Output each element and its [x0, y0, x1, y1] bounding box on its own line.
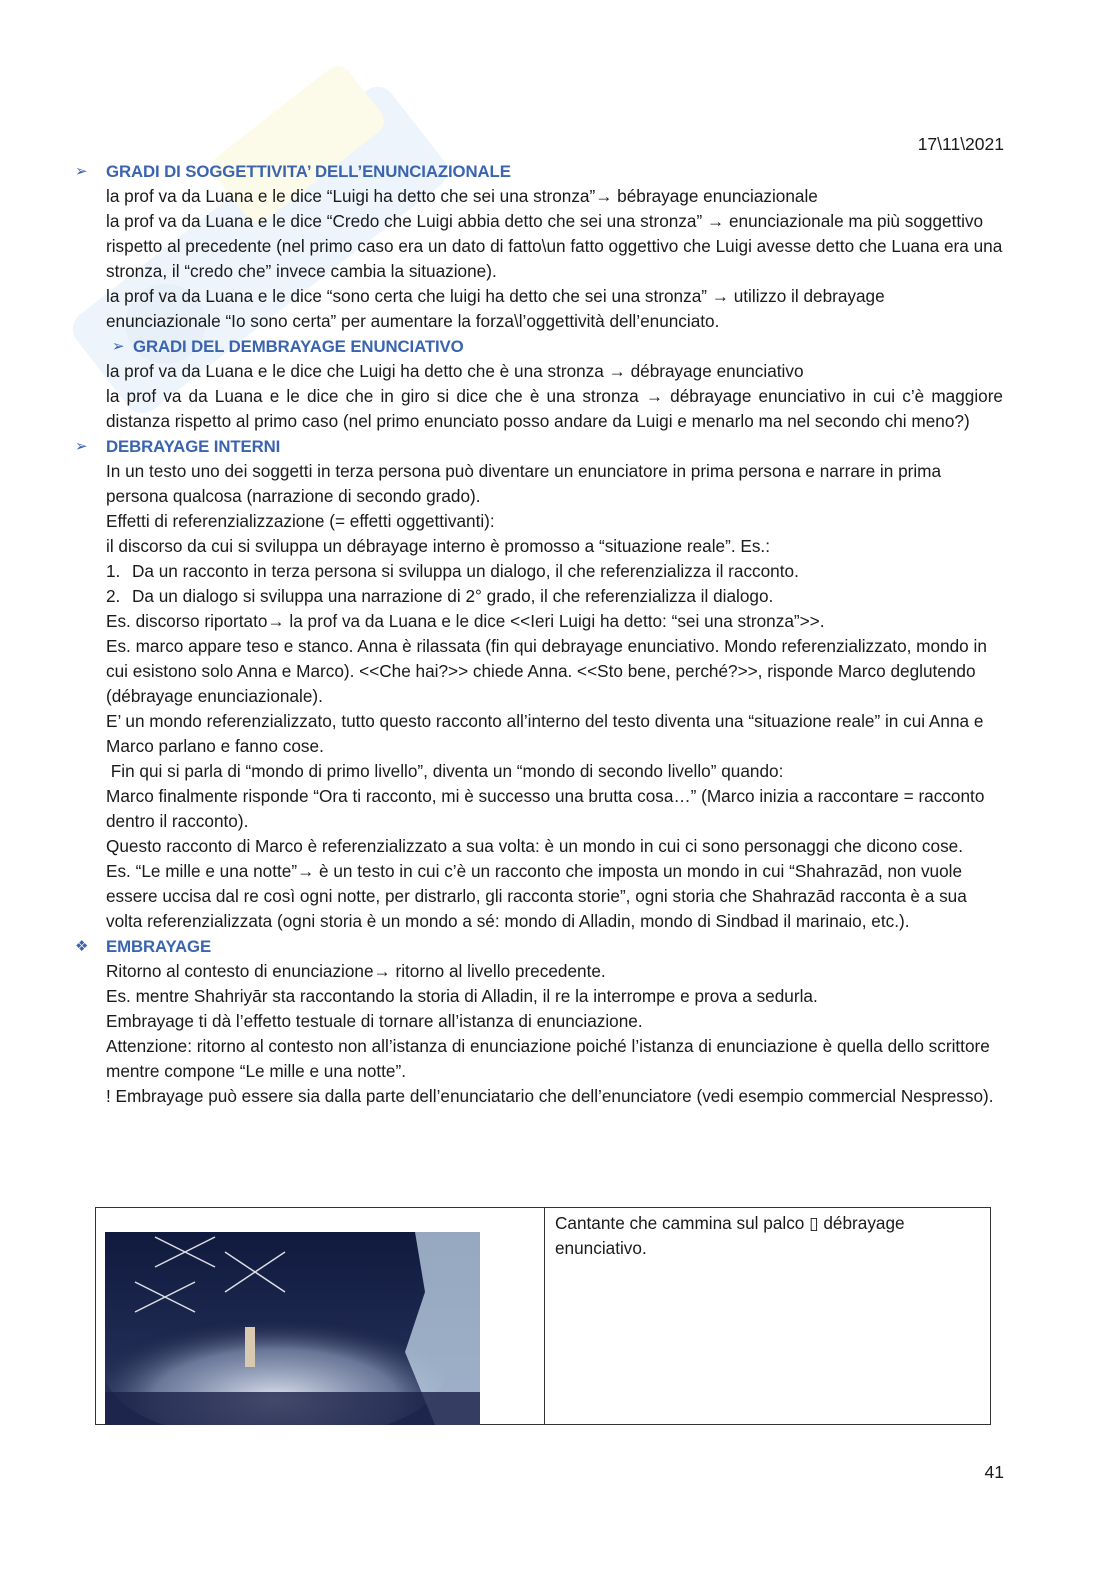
section-heading-embrayage [75, 934, 1003, 959]
paragraph: la prof va da Luana e le dice che in giro si dice che è una stronza → débrayage enunciativo in cui c’è maggiore distanza rispetto al primo caso (nel primo enunciato posso andare da Luigi e menarlo ma nel secondo chi meno?) [106, 386, 1003, 431]
arrow-bullet-icon: ➢ [112, 338, 125, 355]
paragraph: E’ un mondo referenzializzato, tutto questo racconto all’interno del testo diventa una “situazione reale” in cui Anna e Marco parlano e fanno cose. [106, 711, 984, 756]
stage-photo [105, 1232, 480, 1425]
arrow-bullet-icon: ➢ [75, 438, 88, 455]
list-number: 2. [106, 586, 121, 606]
heading-text: DEBRAYAGE INTERNI [106, 437, 281, 456]
paragraph: la prof va da Luana e le dice “Luigi ha detto che sei una stronza”→ bébrayage enunciazionale [106, 186, 818, 206]
paragraph: Embrayage ti dà l’effetto testuale di tornare all’istanza di enunciazione. [106, 1011, 643, 1031]
section-heading-debrayage-interni [75, 434, 1003, 459]
paragraph: il discorso da cui si sviluppa un débrayage interno è promosso a “situazione reale”. Es.: [106, 536, 770, 556]
paragraph: Ritorno al contesto di enunciazione→ ritorno al livello precedente. [106, 961, 606, 981]
arrow-bullet-icon: ➢ [75, 163, 88, 180]
heading-text: GRADI DI SOGGETTIVITA’ DELL’ENUNCIAZIONALE [106, 162, 511, 181]
paragraph: Es. marco appare teso e stanco. Anna è rilassata (fin qui debrayage enunciativo. Mondo referenzializzato, mondo in cui esistono solo Anna e Marco). <<Che hai?>> chiede Anna. <<Sto bene, perché?>>, risponde Marco deglutendo (débrayage enunciazionale). [106, 636, 987, 706]
paragraph: Es. discorso riportato→ la prof va da Luana e le dice <<Ieri Luigi ha detto: “sei una stronza”>>. [106, 611, 825, 631]
paragraph: la prof va da Luana e le dice “Credo che Luigi abbia detto che sei una stronza” → enunciazionale ma più soggettivo rispetto al precedente (nel primo caso era un dato di fatto\un fatto oggettivo che Luigi avesse detto che Luana era una stronza, il “credo che” invece cambia la situazione). [106, 211, 1003, 281]
paragraph: Es. “Le mille e una notte”→ è un testo in cui c’è un racconto che imposta un mondo in cui “Shahrazād, non vuole essere uccisa dal re così ogni notte, per distrarlo, gli racconta storie”, ogni storia che Shahrazād racconta è a sua volta referenzializzata (ogni storia è un mondo a sé: mondo di Alladin, mondo di Sindbad il marinaio, etc.). [106, 861, 967, 931]
paragraph: la prof va da Luana e le dice che Luigi ha detto che è una stronza → débrayage enunciativo [106, 361, 804, 381]
list-number: 1. [106, 561, 121, 581]
paragraph: Es. mentre Shahriyār sta raccontando la storia di Alladin, il re la interrompe e prova a sedurla. [106, 986, 818, 1006]
list-text: Da un racconto in terza persona si sviluppa un dialogo, il che referenzializza il racconto. [132, 561, 799, 581]
page-content [75, 159, 1003, 1109]
paragraph: ! Embrayage può essere sia dalla parte dell’enunciatario che dell’enunciatore (vedi esempio commercial Nespresso). [106, 1086, 994, 1106]
paragraph: Marco finalmente risponde “Ora ti racconto, mi è successo una brutta cosa…” (Marco inizia a raccontare = racconto dentro il racconto). [106, 786, 985, 831]
paragraph: In un testo uno dei soggetti in terza persona può diventare un enunciatore in prima persona e narrare in prima persona qualcosa (narrazione di secondo grado). [106, 461, 942, 506]
section-heading-gradi-dembrayage [106, 334, 1003, 359]
figure-caption-cell [545, 1208, 990, 1424]
paragraph: Attenzione: ritorno al contesto non all’istanza di enunciazione poiché l’istanza di enunciazione è quella dello scrittore mentre compone “Le mille e una notte”. [106, 1036, 990, 1081]
date: 17\11\2021 [917, 134, 1004, 154]
paragraph: Questo racconto di Marco è referenzializzato a sua volta: è un mondo in cui ci sono personaggi che dicono cose. [106, 836, 963, 856]
section-heading-gradi-soggettivita [75, 159, 1003, 184]
diamond-bullet-icon: ❖ [75, 938, 89, 955]
list-text: Da un dialogo si sviluppa una narrazione di 2° grado, il che referenzializza il dialogo. [132, 586, 774, 606]
list-item [106, 559, 1003, 584]
paragraph: Effetti di referenzializzazione (= effetti oggettivanti): [106, 511, 495, 531]
figure-image-cell [96, 1208, 545, 1424]
heading-text: EMBRAYAGE [106, 937, 212, 956]
list-item [106, 584, 1003, 609]
page-number: 41 [984, 1462, 1004, 1482]
paragraph: la prof va da Luana e le dice “sono certa che luigi ha detto che sei una stronza” → utilizzo il debrayage enunciazionale “Io sono certa” per aumentare la forza\l’oggettività dell’enunciato. [106, 286, 885, 331]
figure-table [95, 1207, 991, 1425]
heading-text: GRADI DEL DEMBRAYAGE ENUNCIATIVO [133, 337, 464, 356]
paragraph: Fin qui si parla di “mondo di primo livello”, diventa un “mondo di secondo livello” quando: [106, 761, 784, 781]
figure-caption: Cantante che cammina sul palco ▯ débrayage enunciativo. [555, 1213, 905, 1258]
